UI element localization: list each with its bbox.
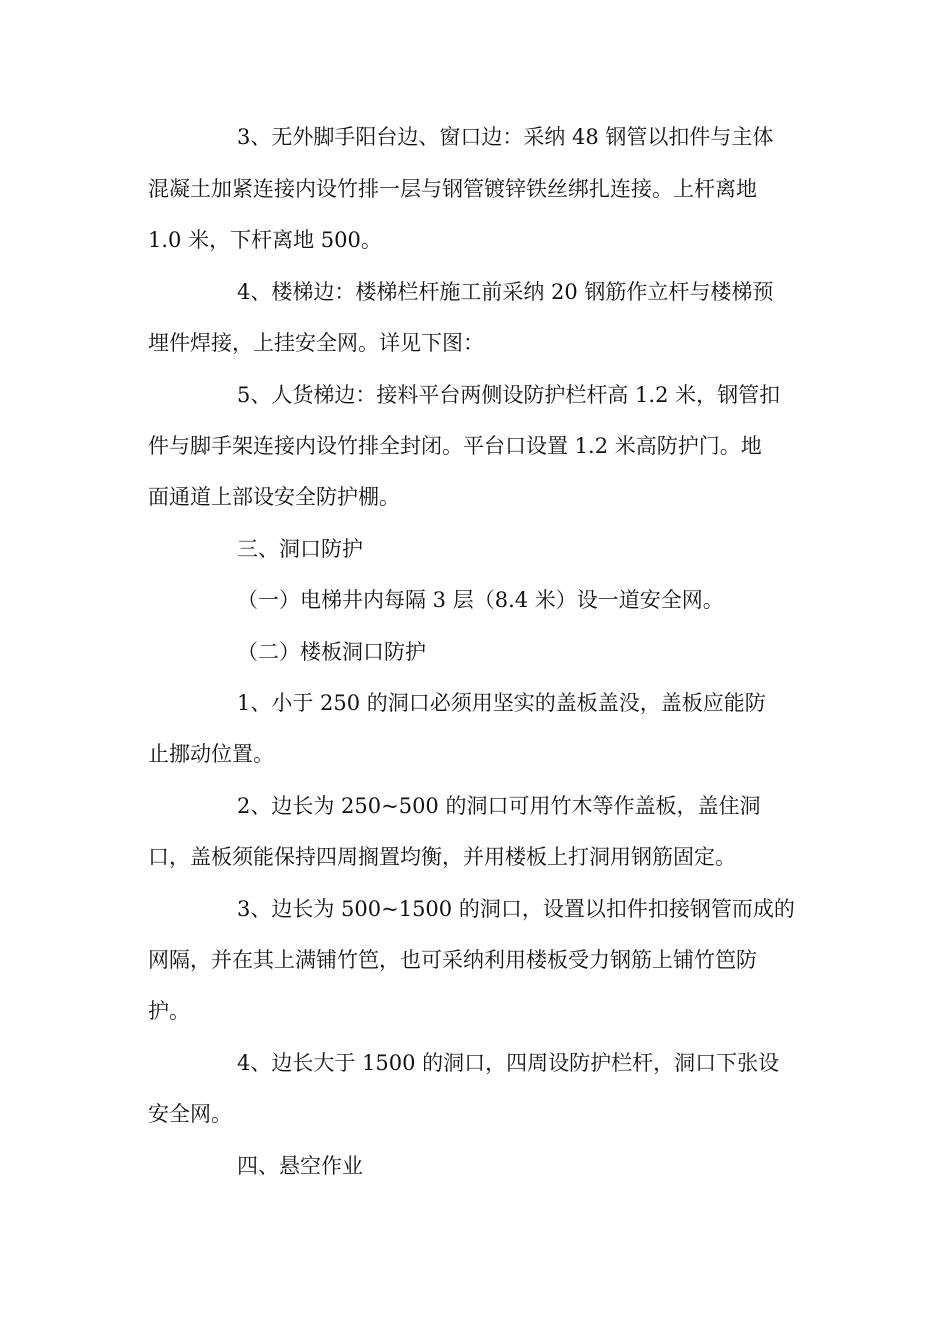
para-line-13: 止挪动位置。 <box>148 742 274 766</box>
para-line-14: 2、边长为 250~500 的洞口可用竹木等作盖板，盖住洞 <box>237 794 761 818</box>
para-line-12: 1、小于 250 的洞口必须用坚实的盖板盖没，盖板应能防 <box>237 691 766 715</box>
para-line-3: 1.0 米，下杆离地 500。 <box>148 228 382 252</box>
para-line-10: （一）电梯井内每隔 3 层（8.4 米）设一道安全网。 <box>237 588 724 612</box>
para-line-7: 件与脚手架连接内设竹排全封闭。平台口设置 1.2 米高防护门。地 <box>148 434 762 458</box>
para-line-2: 混凝土加紧连接内设竹排一层与钢管镀锌铁丝绑扎连接。上杆离地 <box>148 177 757 201</box>
para-line-20: 安全网。 <box>148 1102 232 1126</box>
para-line-1: 3、无外脚手阳台边、窗口边：采纳 48 钢管以扣件与主体 <box>237 125 774 149</box>
para-line-15: 口，盖板须能保持四周搁置均衡，并用楼板上打洞用钢筋固定。 <box>148 845 736 869</box>
para-line-16: 3、边长为 500~1500 的洞口，设置以扣件扣接钢管而成的 <box>237 897 795 921</box>
subsection-heading-2: （二）楼板洞口防护 <box>237 640 426 664</box>
section-heading-4: 四、悬空作业 <box>237 1154 363 1178</box>
para-line-5: 埋件焊接，上挂安全网。详见下图： <box>148 331 484 355</box>
para-line-18: 护。 <box>148 999 190 1023</box>
para-line-6: 5、人货梯边：接料平台两侧设防护栏杆高 1.2 米，钢管扣 <box>237 383 781 407</box>
para-line-19: 4、边长大于 1500 的洞口，四周设防护栏杆，洞口下张设 <box>237 1051 780 1075</box>
para-line-17: 网隔，并在其上满铺竹笆，也可采纳利用楼板受力钢筋上铺竹笆防 <box>148 948 757 972</box>
para-line-8: 面通道上部设安全防护棚。 <box>148 485 400 509</box>
section-heading-3: 三、洞口防护 <box>237 537 363 561</box>
para-line-4: 4、楼梯边：楼梯栏杆施工前采纳 20 钢筋作立杆与楼梯预 <box>237 280 774 304</box>
